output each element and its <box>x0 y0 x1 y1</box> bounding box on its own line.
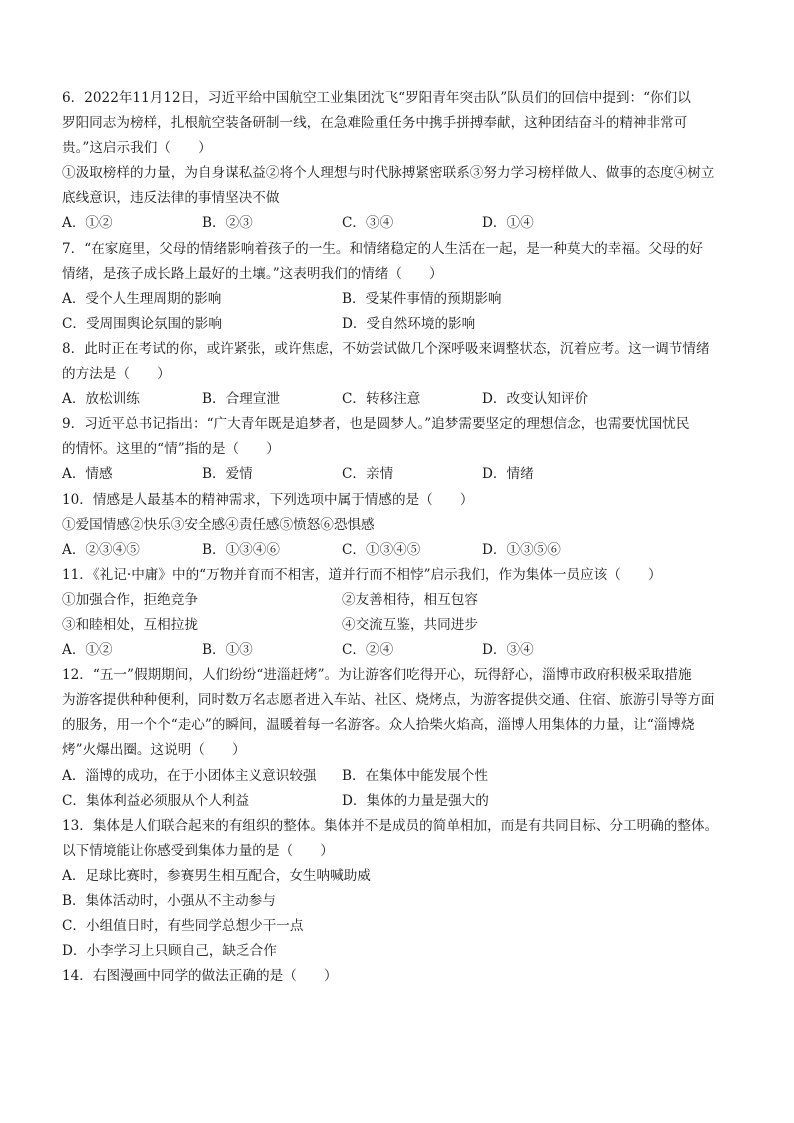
option-row <box>62 538 734 563</box>
statement-4: ④交流互鉴，共同进步 <box>342 616 478 633</box>
option-row <box>62 638 734 663</box>
statement-list: ①爱国情感②快乐③安全感④责任感⑤愤怒⑥恐惧感 <box>62 516 375 533</box>
option-c: C．受周围舆论氛围的影响 <box>62 315 222 332</box>
question-text: 贵。”这启示我们（ ） <box>62 140 212 157</box>
option-a: A．①② <box>62 642 113 659</box>
question-text: 的情怀。这里的“情”指的是（ ） <box>62 441 280 458</box>
question-14 <box>62 964 734 989</box>
question-text: 7．“在家庭里，父母的情绪影响着孩子的一生。和情绪稳定的人生活在一起，是一种莫大的幸福。父母的好 <box>62 240 703 257</box>
question-13 <box>62 814 734 965</box>
statement-3: ③和睦相处，互相拉拢 <box>62 616 198 633</box>
option-b: B．①③④⑥ <box>202 541 280 558</box>
option-b: B．在集体中能发展个性 <box>342 767 488 784</box>
question-12 <box>62 663 734 814</box>
question-8 <box>62 337 734 412</box>
statement-list: 底线意识，违反法律的事情坚决不做 <box>62 190 280 207</box>
option-b: B．②③ <box>202 215 253 232</box>
option-d: D．集体的力量是强大的 <box>342 792 489 809</box>
option-c: C．小组值日时，有些同学总想少干一点 <box>62 918 304 935</box>
option-a: A．受个人生理周期的影响 <box>62 290 222 307</box>
option-c: C．集体利益必须服从个人利益 <box>62 792 250 809</box>
option-d: D．小李学习上只顾自己，缺乏合作 <box>62 943 277 960</box>
statement-row <box>62 613 734 638</box>
option-row <box>62 764 734 789</box>
option-row <box>62 211 734 236</box>
option-a: A．足球比赛时，参赛男生相互配合，女生呐喊助威 <box>62 867 371 884</box>
question-text: 以下情境能让你感受到集体力量的是（ ） <box>62 842 334 859</box>
option-d: D．改变认知评价 <box>482 391 589 408</box>
question-text: 10．情感是人最基本的精神需求，下列选项中属于情感的是（ ） <box>62 491 474 508</box>
option-a: A．放松训练 <box>62 391 140 408</box>
option-a: A．情感 <box>62 466 113 483</box>
statement-row <box>62 588 734 613</box>
question-9 <box>62 412 734 487</box>
question-text: 13．集体是人们联合起来的有组织的整体。集体并不是成员的简单相加，而是有共同目标、分工明确的整体。 <box>62 817 719 834</box>
option-d: D．情绪 <box>482 466 534 483</box>
option-d: D．①④ <box>482 215 534 232</box>
exam-page <box>62 86 734 989</box>
question-text: 14．右图漫画中同学的做法正确的是（ ） <box>62 968 338 985</box>
question-7 <box>62 237 734 337</box>
question-text: 烤”火爆出圈。这说明（ ） <box>62 742 246 759</box>
option-c: C．③④ <box>342 215 394 232</box>
statement-2: ②友善相待，相互包容 <box>342 591 478 608</box>
question-text: 11．《礼记·中庸》中的“万物并育而不相害，道并行而不相悖”启示我们，作为集体一员应该（ ） <box>62 566 662 583</box>
option-a: A．①② <box>62 215 113 232</box>
option-b: B．爱情 <box>202 466 253 483</box>
option-b: B．合理宣泄 <box>202 391 280 408</box>
option-row <box>62 789 734 814</box>
question-text: 罗阳同志为榜样，扎根航空装备研制一线，在急难险重任务中携手拼搏奉献，这种团结奋斗的精神非常可 <box>62 115 688 132</box>
question-text: 6．2022年11月12日，习近平给中国航空工业集团沈飞“罗阳青年突击队”队员们的回信中提到：“你们以 <box>62 90 691 106</box>
option-a: A．②③④⑤ <box>62 541 140 558</box>
statement-list: ①汲取榜样的力量，为自身谋私益②将个人理想与时代脉搏紧密联系③努力学习榜样做人、做事的态度④树立 <box>62 165 715 182</box>
option-c: C．①③④⑤ <box>342 541 421 558</box>
question-text: 12．“五一”假期期间，人们纷纷“进淄赶烤”。为让游客们吃得开心，玩得舒心，淄博市政府积极采取措施 <box>62 667 692 684</box>
question-text: 的服务，用一个个“走心”的瞬间，温暖着每一名游客。众人拾柴火焰高，淄博人用集体的力量，让“淄博烧 <box>62 717 695 734</box>
question-text: 的方法是（ ） <box>62 366 171 383</box>
option-row <box>62 312 734 337</box>
option-row <box>62 462 734 487</box>
question-text: 9．习近平总书记指出：“广大青年既是追梦者，也是圆梦人。”追梦需要坚定的理想信念，也需要忧国忧民 <box>62 416 690 433</box>
option-d: D．③④ <box>482 642 534 659</box>
question-10 <box>62 488 734 563</box>
option-b: B．①③ <box>202 642 253 659</box>
option-d: D．受自然环境的影响 <box>342 315 476 332</box>
option-d: D．①③⑤⑥ <box>482 541 561 558</box>
question-text: 情绪，是孩子成长路上最好的土壤。”这表明我们的情绪（ ） <box>62 265 443 282</box>
statement-1: ①加强合作，拒绝竞争 <box>62 591 198 608</box>
question-6 <box>62 86 734 237</box>
question-text: 8．此时正在考试的你，或许紧张，或许焦虑，不妨尝试做几个深呼吸来调整状态，沉着应考。这一调节情绪 <box>62 340 710 357</box>
option-b: B．受某件事情的预期影响 <box>342 290 502 307</box>
option-row <box>62 387 734 412</box>
question-11 <box>62 563 734 663</box>
question-text: 为游客提供种种便利，同时数万名志愿者进入车站、社区、烧烤点，为游客提供交通、住宿、旅游引导等方面 <box>62 692 715 709</box>
option-a: A．淄博的成功，在于小团体主义意识较强 <box>62 767 317 784</box>
option-c: C．②④ <box>342 642 394 659</box>
option-c: C．亲情 <box>342 466 394 483</box>
option-row <box>62 287 734 312</box>
option-c: C．转移注意 <box>342 391 421 408</box>
option-b: B．集体活动时，小强从不主动参与 <box>62 893 276 909</box>
